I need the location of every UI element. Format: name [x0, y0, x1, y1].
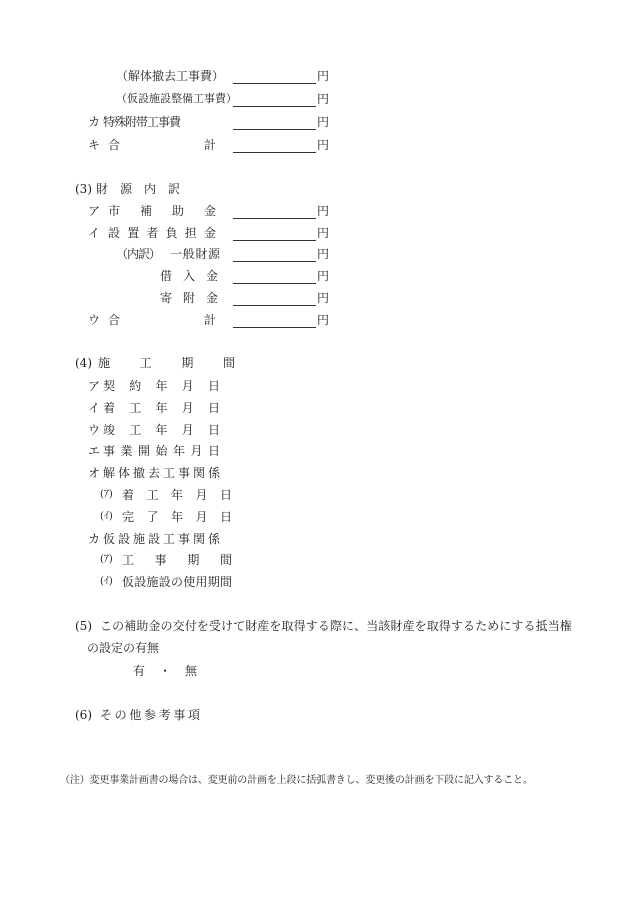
sub-item-prefix: (ｱ) — [100, 554, 113, 565]
item-prefix: ウ — [88, 423, 101, 437]
yen-unit: 円 — [317, 92, 330, 106]
loan-label: 借入金 — [160, 269, 218, 283]
funding-total-field[interactable] — [233, 312, 316, 328]
mortgage-question-line1: この補助金の交付を受けて財産を取得する際に、当該財産を取得するためにする抵当権 — [100, 619, 572, 633]
temporary-cost-label: （仮設施設整備工事費） — [116, 92, 237, 105]
business-start-date-label: 事業開始年月日 — [103, 444, 220, 458]
section-number: (4) — [75, 356, 92, 370]
sub-item-prefix: (ｱ) — [100, 489, 113, 500]
owner-burden-field[interactable] — [233, 225, 316, 241]
loan-field[interactable] — [233, 268, 316, 284]
funding-heading: 財源内訳 — [96, 182, 180, 196]
item-prefix: カ — [88, 532, 101, 546]
donation-field[interactable] — [233, 290, 316, 306]
item-prefix: キ — [88, 138, 101, 152]
item-prefix: エ — [88, 444, 101, 458]
work-period-label: 工事期間 — [122, 553, 232, 567]
item-prefix: イ — [88, 401, 101, 415]
mortgage-question-line2: の設定の有無 — [87, 641, 160, 655]
demolition-work-label: 解体撤去工事関係 — [103, 466, 220, 480]
city-subsidy-label: 市補助金 — [108, 204, 216, 218]
demolition-start-label: 着工年月日 — [122, 488, 232, 502]
cost-total-field[interactable] — [233, 137, 316, 153]
completion-date-label: 竣工年月日 — [103, 423, 220, 437]
section-number: (5) — [75, 619, 92, 633]
demolition-cost-label: （解体撤去工事費） — [116, 69, 225, 83]
general-fund-label: 一般財源 — [170, 247, 220, 261]
yen-unit: 円 — [317, 269, 330, 283]
mortgage-choice[interactable]: 有・無 — [133, 664, 197, 678]
temporary-use-period-label: 仮設施設の使用期間 — [122, 575, 232, 589]
item-prefix: オ — [88, 466, 101, 480]
sub-item-prefix: (ｲ) — [100, 511, 113, 522]
footnote: （注）変更事業計画書の場合は、変更前の計画を上段に括弧書きし、変更後の計画を下段に記入すること。 — [60, 775, 533, 786]
item-prefix: カ — [88, 115, 101, 129]
section-number: (6) — [75, 708, 92, 722]
cost-total-label: 合計 — [108, 138, 216, 152]
yen-unit: 円 — [317, 247, 330, 261]
temporary-work-label: 仮設施設工事関係 — [103, 532, 220, 546]
donation-label: 寄附金 — [160, 291, 218, 305]
yen-unit: 円 — [317, 138, 330, 152]
owner-burden-label: 設置者負担金 — [108, 226, 216, 240]
section-number: (3) — [75, 182, 92, 196]
yen-unit: 円 — [317, 226, 330, 240]
start-date-label: 着工年月日 — [103, 401, 220, 415]
general-fund-field[interactable] — [233, 246, 316, 262]
period-heading: 施工期間 — [98, 356, 235, 370]
sub-item-prefix: (ｲ) — [100, 576, 113, 587]
item-prefix: ウ — [88, 313, 101, 327]
item-prefix: イ — [88, 226, 101, 240]
demolition-end-label: 完了年月日 — [122, 510, 232, 524]
yen-unit: 円 — [317, 313, 330, 327]
city-subsidy-field[interactable] — [233, 203, 316, 219]
breakdown-label: （内訳） — [116, 247, 161, 261]
item-prefix: ア — [88, 379, 101, 393]
special-cost-field[interactable] — [233, 114, 316, 130]
demolition-cost-field[interactable] — [233, 68, 316, 84]
yen-unit: 円 — [317, 115, 330, 129]
contract-date-label: 契約年月日 — [103, 379, 220, 393]
funding-total-label: 合計 — [108, 313, 216, 327]
other-notes-label: その他参考事項 — [100, 708, 200, 722]
item-prefix: ア — [88, 204, 101, 218]
yen-unit: 円 — [317, 291, 330, 305]
yen-unit: 円 — [317, 204, 330, 218]
special-cost-label: 特殊附帯工事費 — [103, 115, 181, 129]
yen-unit: 円 — [317, 69, 330, 83]
temporary-cost-field[interactable] — [233, 91, 316, 107]
